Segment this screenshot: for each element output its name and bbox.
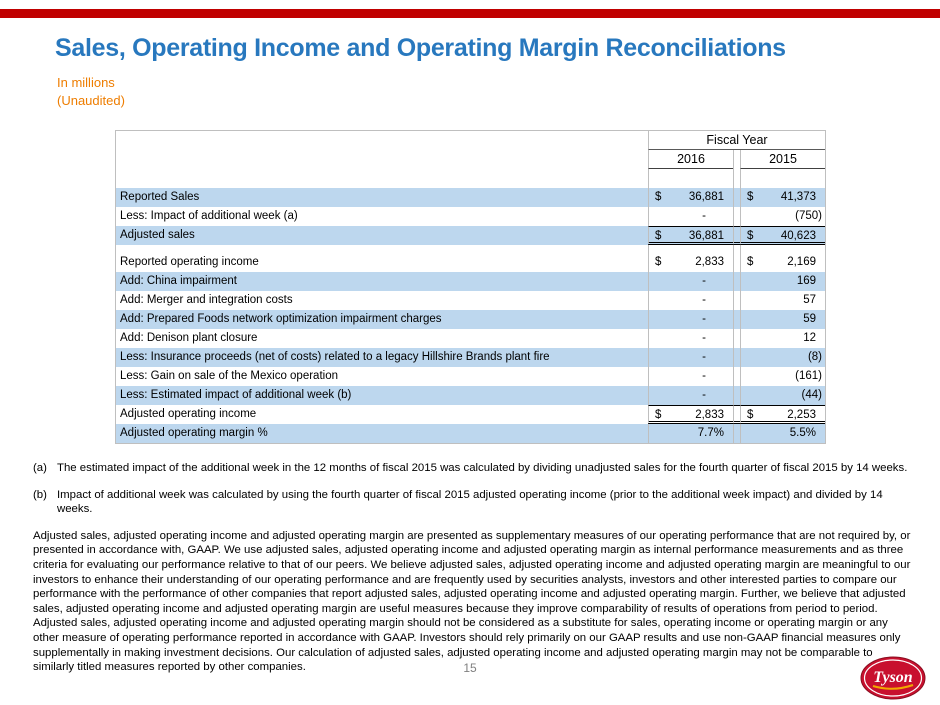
row-label: Adjusted sales	[120, 229, 195, 241]
footnote-a-marker: (a)	[33, 462, 47, 474]
table-row-reported-operating-income	[116, 253, 825, 272]
value-2016: $ 36,881	[648, 226, 733, 245]
value-2015: $ 2,169	[740, 253, 825, 272]
dollar-sign: $	[655, 230, 662, 242]
table-row-estimated-impact-week	[116, 386, 825, 405]
table-row-prepared-foods	[116, 310, 825, 329]
dollar-sign: $	[655, 256, 662, 268]
value-2015: (750)	[740, 207, 825, 226]
non-gaap-disclaimer-paragraph: Adjusted sales, adjusted operating income and adjusted operating margin are presented as supplementary measures of our operating performance that are not required by, or presented in accordance with, GAAP. We use adjusted sales, adjusted operating income and adjusted operating margin as internal performance measurements and as three criteria for evaluating our performance relative to that of our peers. We believe adjusted sales, adjusted operating income and adjusted operating margin are meaningful to our investors to enhance their understanding of our operating performance and are frequently used by securities analysts, investors and other interested parties to compare our performance with the performance of other companies that report adjusted sales, adjusted operating income and adjusted operating margin. Further, we believe that adjusted sales, adjusted operating income and adjusted operating margin are useful measures because they improve comparability of results of operations from period to period. Adjusted sales, adjusted operating income and adjusted operating margin should not be considered as a substitute for sales, operating income or operating margin or any other measure of operating performance reported in accordance with GAAP. Investors should rely primarily on our GAAP results and use non-GAAP financial measures only supplementally in making investment decisions. Our calculation of adjusted sales, adjusted operating income and adjusted operating margin may not be comparable to similarly titled measures reported by other companies.	[33, 529, 911, 674]
header-label-spacer	[116, 131, 648, 150]
table-row-reported-sales	[116, 188, 825, 207]
reconciliation-table	[115, 130, 826, 444]
table-row-adjusted-sales	[116, 226, 825, 245]
table-row-adjusted-operating-income	[116, 405, 825, 424]
top-accent-bar	[0, 9, 940, 18]
footnote-a-text: The estimated impact of the additional week in the 12 months of fiscal 2015 was calculated by dividing unadjusted sales for the fourth quarter of fiscal 2015 by 14 weeks.	[57, 462, 908, 474]
value-2016: -	[648, 386, 733, 405]
dollar-sign: $	[747, 409, 754, 421]
footnote-b	[33, 488, 911, 517]
value-2015: $ 40,623	[740, 226, 825, 245]
value-2016: -	[648, 348, 733, 367]
table-row-china-impairment	[116, 272, 825, 291]
dollar-sign: $	[747, 256, 754, 268]
table-blank-row	[116, 169, 825, 188]
footnote-b-marker: (b)	[33, 488, 47, 501]
value-2016: $ 2,833	[648, 405, 733, 424]
row-label: Add: Merger and integration costs	[120, 294, 293, 306]
value-2016: -	[648, 291, 733, 310]
row-label: Reported operating income	[120, 256, 259, 268]
value-2016: -	[648, 207, 733, 226]
row-label: Reported Sales	[120, 191, 200, 203]
tyson-logo	[860, 656, 926, 700]
row-label: Less: Gain on sale of the Mexico operation	[120, 370, 338, 382]
year-2016-header: 2016	[648, 150, 733, 169]
value-2016: -	[648, 272, 733, 291]
value-2016: -	[648, 310, 733, 329]
page-title: Sales, Operating Income and Operating Margin Reconciliations	[55, 34, 786, 62]
value-2016: $ 36,881	[648, 188, 733, 207]
value-2015: 57	[740, 291, 825, 310]
table-row-insurance-proceeds	[116, 348, 825, 367]
value-2015: 5.5%	[740, 424, 825, 443]
value-2015: $ 2,253	[740, 405, 825, 424]
row-label: Less: Insurance proceeds (net of costs) related to a legacy Hillshire Brands plant fire	[120, 351, 550, 363]
dollar-sign: $	[747, 191, 754, 203]
dollar-sign: $	[747, 230, 754, 242]
header-label-spacer	[116, 150, 648, 169]
table-row-denison-plant	[116, 329, 825, 348]
value-2016: 7.7%	[648, 424, 733, 443]
value-2015: 59	[740, 310, 825, 329]
page-number: 15	[463, 661, 477, 675]
value-2015: (8)	[740, 348, 825, 367]
footnote-b-text: Impact of additional week was calculated by using the fourth quarter of fiscal 2015 adjusted operating income (prior to the additional week impact) and divided by 14 weeks.	[57, 488, 883, 516]
row-label: Adjusted operating income	[120, 408, 257, 420]
table-row-gain-mexico	[116, 367, 825, 386]
table-header-fiscal-year	[116, 131, 825, 150]
dollar-sign: $	[655, 191, 662, 203]
row-label: Less: Impact of additional week (a)	[120, 210, 298, 222]
value-2016: -	[648, 367, 733, 386]
year-2015-header: 2015	[740, 150, 825, 169]
row-label: Add: Denison plant closure	[120, 332, 258, 344]
fiscal-year-header: Fiscal Year	[648, 131, 825, 150]
value-2015: $ 41,373	[740, 188, 825, 207]
table-spacer-row	[116, 245, 825, 253]
value-2015: 12	[740, 329, 825, 348]
table-row-adjusted-operating-margin	[116, 424, 825, 443]
subtitle-in-millions: In millions	[57, 75, 115, 90]
subtitle-unaudited: (Unaudited)	[57, 93, 125, 108]
row-label: Less: Estimated impact of additional week (b)	[120, 389, 352, 401]
value-2015: (161)	[740, 367, 825, 386]
value-2016: $ 2,833	[648, 253, 733, 272]
row-label: Add: Prepared Foods network optimization impairment charges	[120, 313, 442, 325]
value-2016: -	[648, 329, 733, 348]
row-label: Add: China impairment	[120, 275, 237, 287]
value-2015: 169	[740, 272, 825, 291]
footnotes-and-disclaimer	[33, 461, 911, 675]
table-row-less-impact-week	[116, 207, 825, 226]
table-header-years	[116, 150, 825, 169]
footnote-a	[33, 461, 911, 476]
value-2015: (44)	[740, 386, 825, 405]
row-label: Adjusted operating margin %	[120, 427, 268, 439]
logo-wordmark: Tyson	[873, 669, 913, 686]
dollar-sign: $	[655, 409, 662, 421]
table-row-merger-integration	[116, 291, 825, 310]
